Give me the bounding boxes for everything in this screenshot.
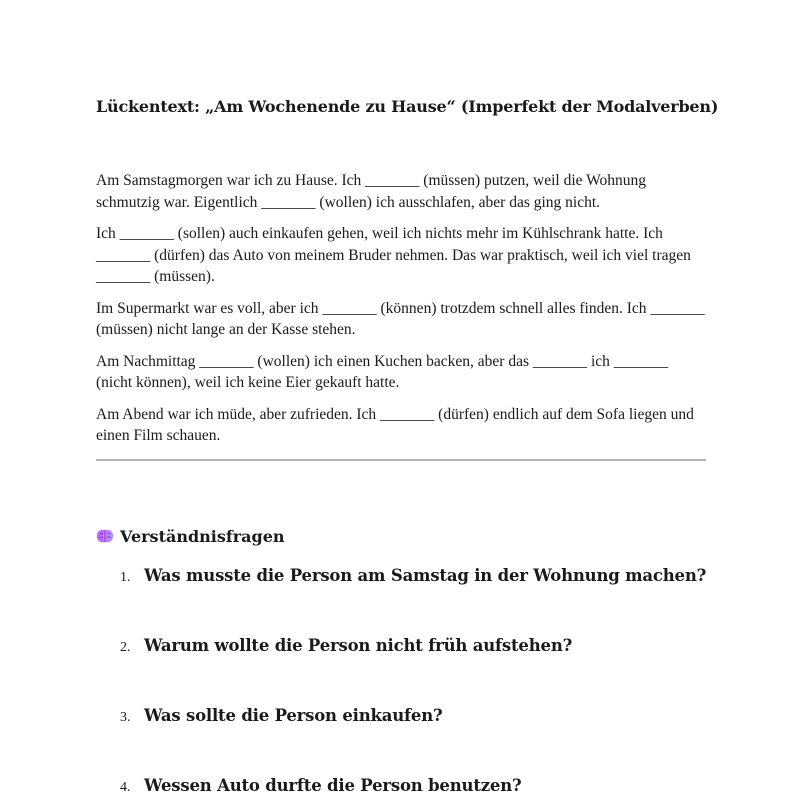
cloze-text xyxy=(96,170,706,457)
question-text: Was sollte die Person einkaufen? xyxy=(144,706,443,725)
question-number: 3. xyxy=(120,710,131,725)
horizontal-divider xyxy=(96,459,706,461)
cloze-paragraph-4: Am Nachmittag _______ (wollen) ich einen Kuchen backen, aber das _______ ich _______ (nicht können), weil ich keine Eier gekauft hatte. xyxy=(96,352,669,391)
cloze-paragraph-3: Im Supermarkt war es voll, aber ich _______ (können) trotzdem schnell alles finden. Ich _______ (müssen) nicht lange an der Kasse stehen. xyxy=(96,299,705,338)
question-text: Warum wollte die Person nicht früh aufstehen? xyxy=(144,636,573,655)
cloze-paragraph-1: Am Samstagmorgen war ich zu Hause. Ich _______ (müssen) putzen, weil die Wohnung schmutzig war. Eigentlich _______ (wollen) ich ausschlafen, aber das ging nicht. xyxy=(96,172,647,211)
question-text: Was musste die Person am Samstag in der Wohnung machen? xyxy=(144,566,707,585)
questions-heading xyxy=(96,526,285,548)
question-text: Wessen Auto durfte die Person benutzen? xyxy=(144,776,522,795)
questions-heading-label: Verständnisfragen xyxy=(120,527,285,546)
brain-icon xyxy=(96,527,114,545)
cloze-paragraph-5: Am Abend war ich müde, aber zufrieden. Ich _______ (dürfen) endlich auf dem Sofa liegen und einen Film schauen. xyxy=(96,405,694,444)
question-number: 4. xyxy=(120,780,131,795)
cloze-paragraph-2: Ich _______ (sollen) auch einkaufen gehen, weil ich nichts mehr im Kühlschrank hatte. Ich _______ (dürfen) das Auto von meinem Bruder nehmen. Das war praktisch, weil ich viel tragen _______ (müssen). xyxy=(96,225,691,285)
question-number: 2. xyxy=(120,640,131,655)
worksheet-title: Lückentext: „Am Wochenende zu Hause“ (Imperfekt der Modalverben) xyxy=(96,97,719,116)
question-number: 1. xyxy=(120,570,131,585)
